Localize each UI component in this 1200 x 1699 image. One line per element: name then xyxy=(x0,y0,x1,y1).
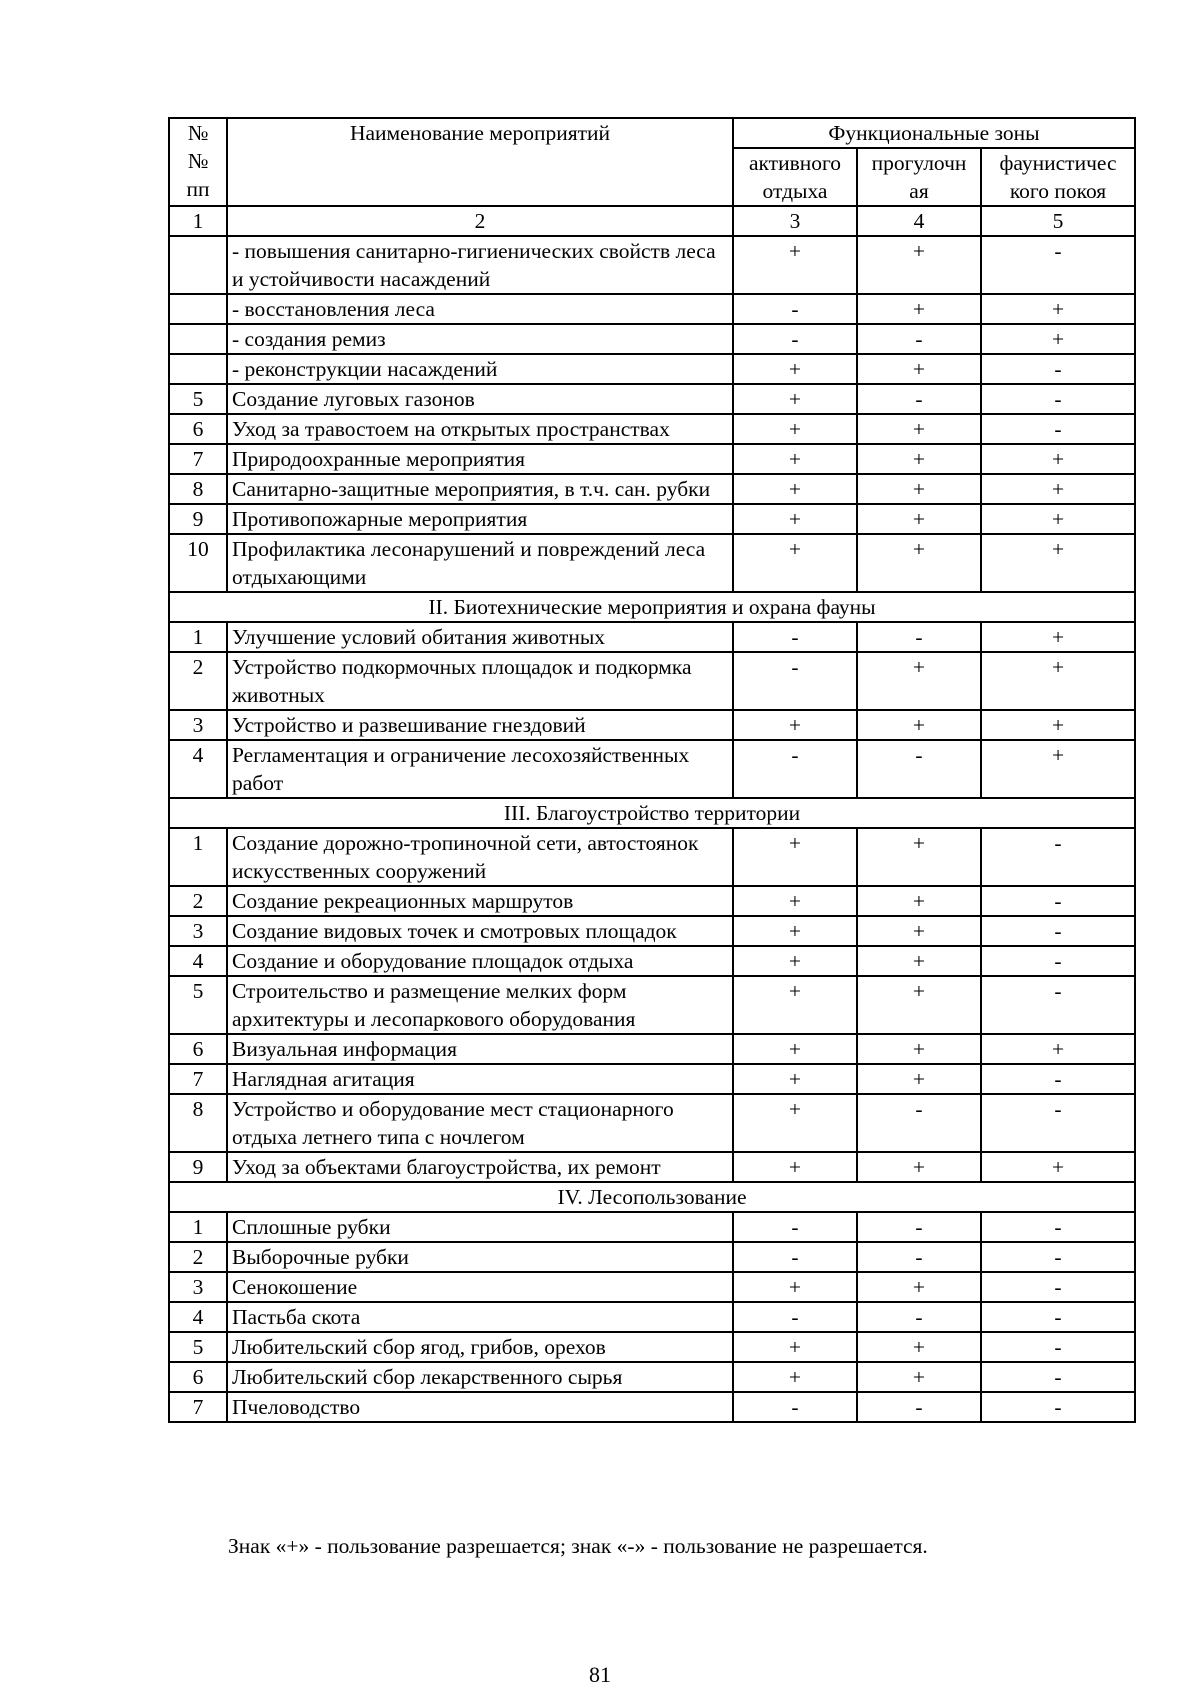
row-number: 4 xyxy=(169,740,227,798)
zone-active-mark: + xyxy=(733,1332,857,1362)
zone-active-mark: + xyxy=(733,1064,857,1094)
table-row xyxy=(169,1302,1135,1332)
measure-name: Природоохранные мероприятия xyxy=(227,444,733,474)
zone-active-mark: + xyxy=(733,828,857,886)
zone-walking-mark: + xyxy=(857,236,981,294)
zone-walking-mark: - xyxy=(857,1392,981,1422)
measure-name: - восстановления леса xyxy=(227,294,733,324)
zone-fauna-mark: + xyxy=(981,710,1135,740)
zone-active-mark: - xyxy=(733,1392,857,1422)
zone-fauna-mark: - xyxy=(981,946,1135,976)
row-number: 2 xyxy=(169,1242,227,1272)
measure-name: Санитарно-защитные мероприятия, в т.ч. сан. рубки xyxy=(227,474,733,504)
measures-table xyxy=(168,117,1136,1423)
zone-active-mark: - xyxy=(733,1242,857,1272)
row-number xyxy=(169,324,227,354)
zone-active-mark: + xyxy=(733,534,857,592)
zone-fauna-mark: - xyxy=(981,828,1135,886)
measure-name: Противопожарные мероприятия xyxy=(227,504,733,534)
zone-walking-mark: + xyxy=(857,1152,981,1182)
section-row xyxy=(169,592,1135,622)
zone-walking-mark: + xyxy=(857,886,981,916)
zone-fauna-mark: - xyxy=(981,1392,1135,1422)
zone-fauna-mark: - xyxy=(981,354,1135,384)
zone-active-mark: - xyxy=(733,652,857,710)
row-number: 4 xyxy=(169,946,227,976)
col-number-2: 2 xyxy=(227,206,733,236)
zone-walking-mark: + xyxy=(857,946,981,976)
row-number: 4 xyxy=(169,1302,227,1332)
zone-walking-mark: + xyxy=(857,414,981,444)
zone-fauna-mark: - xyxy=(981,1272,1135,1302)
zone-fauna-mark: - xyxy=(981,1094,1135,1152)
zone-walking-mark: + xyxy=(857,1272,981,1302)
zone-fauna-mark: - xyxy=(981,236,1135,294)
zone-walking-mark: + xyxy=(857,504,981,534)
measure-name: Создание и оборудование площадок отдыха xyxy=(227,946,733,976)
row-number: 7 xyxy=(169,444,227,474)
row-number xyxy=(169,354,227,384)
zone-active-mark: - xyxy=(733,1212,857,1242)
measure-name: Создание дорожно-тропиночной сети, автостоянок искусственных сооружений xyxy=(227,828,733,886)
table-row xyxy=(169,504,1135,534)
table-row xyxy=(169,1332,1135,1362)
table-row xyxy=(169,1392,1135,1422)
measure-name: Пчеловодство xyxy=(227,1392,733,1422)
table-row xyxy=(169,1272,1135,1302)
zone-walking-mark: + xyxy=(857,354,981,384)
zone-fauna-mark: - xyxy=(981,1064,1135,1094)
row-number: 8 xyxy=(169,474,227,504)
row-number: 3 xyxy=(169,710,227,740)
row-number: 8 xyxy=(169,1094,227,1152)
table-row xyxy=(169,354,1135,384)
zone-fauna-mark: + xyxy=(981,324,1135,354)
zone-active-mark: + xyxy=(733,1034,857,1064)
row-number: 2 xyxy=(169,886,227,916)
row-number: 5 xyxy=(169,384,227,414)
zone-active-mark: + xyxy=(733,444,857,474)
zone-active-mark: + xyxy=(733,1272,857,1302)
zone-fauna-mark: - xyxy=(981,976,1135,1034)
zone-fauna-mark: + xyxy=(981,740,1135,798)
zone-active-mark: + xyxy=(733,354,857,384)
table-row xyxy=(169,946,1135,976)
table-row xyxy=(169,414,1135,444)
col-number-4: 4 xyxy=(857,206,981,236)
zone-fauna-mark: + xyxy=(981,444,1135,474)
section-title: III. Благоустройство территории xyxy=(169,798,1135,828)
row-number: 5 xyxy=(169,1332,227,1362)
measure-name: Устройство и оборудование мест стационарного отдыха летнего типа с ночлегом xyxy=(227,1094,733,1152)
section-row xyxy=(169,798,1135,828)
row-number: 1 xyxy=(169,1212,227,1242)
measure-name: Уход за травостоем на открытых пространствах xyxy=(227,414,733,444)
table-row xyxy=(169,534,1135,592)
measure-name: Выборочные рубки xyxy=(227,1242,733,1272)
zone-walking-mark: + xyxy=(857,1362,981,1392)
zone-walking-mark: + xyxy=(857,710,981,740)
table-row xyxy=(169,384,1135,414)
zone-walking-mark: + xyxy=(857,916,981,946)
measure-name: - повышения санитарно-гигиенических свойств леса и устойчивости насаждений xyxy=(227,236,733,294)
zone-active-mark: + xyxy=(733,414,857,444)
table-row xyxy=(169,1034,1135,1064)
col-number-3: 3 xyxy=(733,206,857,236)
measure-name: Наглядная агитация xyxy=(227,1064,733,1094)
zone-fauna-mark: - xyxy=(981,1242,1135,1272)
table-row xyxy=(169,236,1135,294)
zone-fauna-mark: - xyxy=(981,414,1135,444)
row-number: 2 xyxy=(169,652,227,710)
zone-active-mark: + xyxy=(733,886,857,916)
page-number: 81 xyxy=(589,1662,611,1687)
zone-fauna-mark: - xyxy=(981,1212,1135,1242)
measure-name: Создание рекреационных маршрутов xyxy=(227,886,733,916)
measure-name: Создание видовых точек и смотровых площадок xyxy=(227,916,733,946)
zone-fauna-mark: - xyxy=(981,886,1135,916)
col-number-5: 5 xyxy=(981,206,1135,236)
zone-active-mark: + xyxy=(733,1362,857,1392)
measure-name: Создание луговых газонов xyxy=(227,384,733,414)
table-row xyxy=(169,1094,1135,1152)
zone-walking-mark: - xyxy=(857,1094,981,1152)
table-row xyxy=(169,1362,1135,1392)
zone-walking-mark: - xyxy=(857,622,981,652)
zone-walking-mark: + xyxy=(857,976,981,1034)
row-number: 7 xyxy=(169,1064,227,1094)
measure-name: Устройство подкормочных площадок и подкормка животных xyxy=(227,652,733,710)
section-row xyxy=(169,1182,1135,1212)
zone-walking-mark: - xyxy=(857,384,981,414)
table-row xyxy=(169,1152,1135,1182)
zone-fauna-mark: - xyxy=(981,916,1135,946)
measure-name: - создания ремиз xyxy=(227,324,733,354)
measure-name: Любительский сбор ягод, грибов, орехов xyxy=(227,1332,733,1362)
header-zone-fauna: фаунистичес кого покоя xyxy=(981,148,1135,206)
measure-name: Улучшение условий обитания животных xyxy=(227,622,733,652)
zone-active-mark: - xyxy=(733,294,857,324)
zone-walking-mark: + xyxy=(857,294,981,324)
zone-walking-mark: + xyxy=(857,1332,981,1362)
row-number: 6 xyxy=(169,1362,227,1392)
zone-walking-mark: + xyxy=(857,828,981,886)
zone-walking-mark: + xyxy=(857,1064,981,1094)
zone-active-mark: + xyxy=(733,1094,857,1152)
zone-walking-mark: + xyxy=(857,534,981,592)
measure-name: Визуальная информация xyxy=(227,1034,733,1064)
zone-active-mark: + xyxy=(733,1152,857,1182)
table-row xyxy=(169,1242,1135,1272)
zone-fauna-mark: + xyxy=(981,294,1135,324)
header-zone-active: активного отдыха xyxy=(733,148,857,206)
header-col-numbers xyxy=(169,206,1135,236)
table-row xyxy=(169,1064,1135,1094)
zone-fauna-mark: - xyxy=(981,1362,1135,1392)
row-number: 5 xyxy=(169,976,227,1034)
header-zone-walking: прогулочн ая xyxy=(857,148,981,206)
zone-walking-mark: - xyxy=(857,324,981,354)
zone-fauna-mark: + xyxy=(981,652,1135,710)
col-number-1: 1 xyxy=(169,206,227,236)
row-number xyxy=(169,294,227,324)
row-number: 9 xyxy=(169,504,227,534)
zone-active-mark: - xyxy=(733,622,857,652)
zone-walking-mark: + xyxy=(857,474,981,504)
table-row xyxy=(169,444,1135,474)
zone-fauna-mark: + xyxy=(981,1152,1135,1182)
row-number: 10 xyxy=(169,534,227,592)
zone-active-mark: - xyxy=(733,1302,857,1332)
table-row xyxy=(169,1212,1135,1242)
zone-active-mark: + xyxy=(733,504,857,534)
row-number: 1 xyxy=(169,828,227,886)
measure-name: Любительский сбор лекарственного сырья xyxy=(227,1362,733,1392)
row-number: 6 xyxy=(169,1034,227,1064)
zone-active-mark: + xyxy=(733,916,857,946)
section-title: II. Биотехнические мероприятия и охрана фауны xyxy=(169,592,1135,622)
row-number: 6 xyxy=(169,414,227,444)
table-row xyxy=(169,740,1135,798)
measure-name: Устройство и развешивание гнездовий xyxy=(227,710,733,740)
row-number: 9 xyxy=(169,1152,227,1182)
row-number: 1 xyxy=(169,622,227,652)
zone-fauna-mark: - xyxy=(981,1302,1135,1332)
zone-active-mark: + xyxy=(733,384,857,414)
measure-name: - реконструкции насаждений xyxy=(227,354,733,384)
zone-active-mark: + xyxy=(733,976,857,1034)
row-number: 3 xyxy=(169,1272,227,1302)
zone-fauna-mark: + xyxy=(981,534,1135,592)
measure-name: Сплошные рубки xyxy=(227,1212,733,1242)
measure-name: Регламентация и ограничение лесохозяйственных работ xyxy=(227,740,733,798)
zone-fauna-mark: + xyxy=(981,504,1135,534)
zone-fauna-mark: - xyxy=(981,384,1135,414)
zone-walking-mark: - xyxy=(857,1242,981,1272)
table-row xyxy=(169,886,1135,916)
table-row xyxy=(169,652,1135,710)
header-name: Наименование мероприятий xyxy=(227,118,733,206)
zone-active-mark: - xyxy=(733,740,857,798)
row-number xyxy=(169,236,227,294)
zone-fauna-mark: + xyxy=(981,1034,1135,1064)
measure-name: Пастьба скота xyxy=(227,1302,733,1332)
row-number: 7 xyxy=(169,1392,227,1422)
document-sheet xyxy=(168,117,1134,1423)
table-body xyxy=(169,236,1135,1422)
zone-fauna-mark: + xyxy=(981,474,1135,504)
section-title: IV. Лесопользование xyxy=(169,1182,1135,1212)
table-row xyxy=(169,622,1135,652)
zone-active-mark: - xyxy=(733,324,857,354)
header-zones: Функциональные зоны xyxy=(733,118,1135,148)
table-row xyxy=(169,710,1135,740)
zone-walking-mark: - xyxy=(857,1212,981,1242)
measure-name: Уход за объектами благоустройства, их ремонт xyxy=(227,1152,733,1182)
measure-name: Строительство и размещение мелких форм архитектуры и лесопаркового оборудования xyxy=(227,976,733,1034)
zone-fauna-mark: + xyxy=(981,622,1135,652)
table-row xyxy=(169,294,1135,324)
table-row xyxy=(169,828,1135,886)
legend-note: Знак «+» - пользование разрешается; знак «-» - пользование не разрешается. xyxy=(228,1534,928,1558)
table-row xyxy=(169,976,1135,1034)
zone-walking-mark: + xyxy=(857,1034,981,1064)
zone-active-mark: + xyxy=(733,946,857,976)
zone-walking-mark: - xyxy=(857,1302,981,1332)
zone-active-mark: + xyxy=(733,710,857,740)
zone-active-mark: + xyxy=(733,474,857,504)
row-number: 3 xyxy=(169,916,227,946)
measure-name: Сенокошение xyxy=(227,1272,733,1302)
table-row xyxy=(169,916,1135,946)
measure-name: Профилактика лесонарушений и повреждений леса отдыхающими xyxy=(227,534,733,592)
zone-fauna-mark: - xyxy=(981,1332,1135,1362)
zone-walking-mark: + xyxy=(857,444,981,474)
zone-active-mark: + xyxy=(733,236,857,294)
header-num: № № пп xyxy=(169,118,227,206)
zone-walking-mark: - xyxy=(857,740,981,798)
header-row-1 xyxy=(169,118,1135,148)
table-row xyxy=(169,474,1135,504)
zone-walking-mark: + xyxy=(857,652,981,710)
table-row xyxy=(169,324,1135,354)
